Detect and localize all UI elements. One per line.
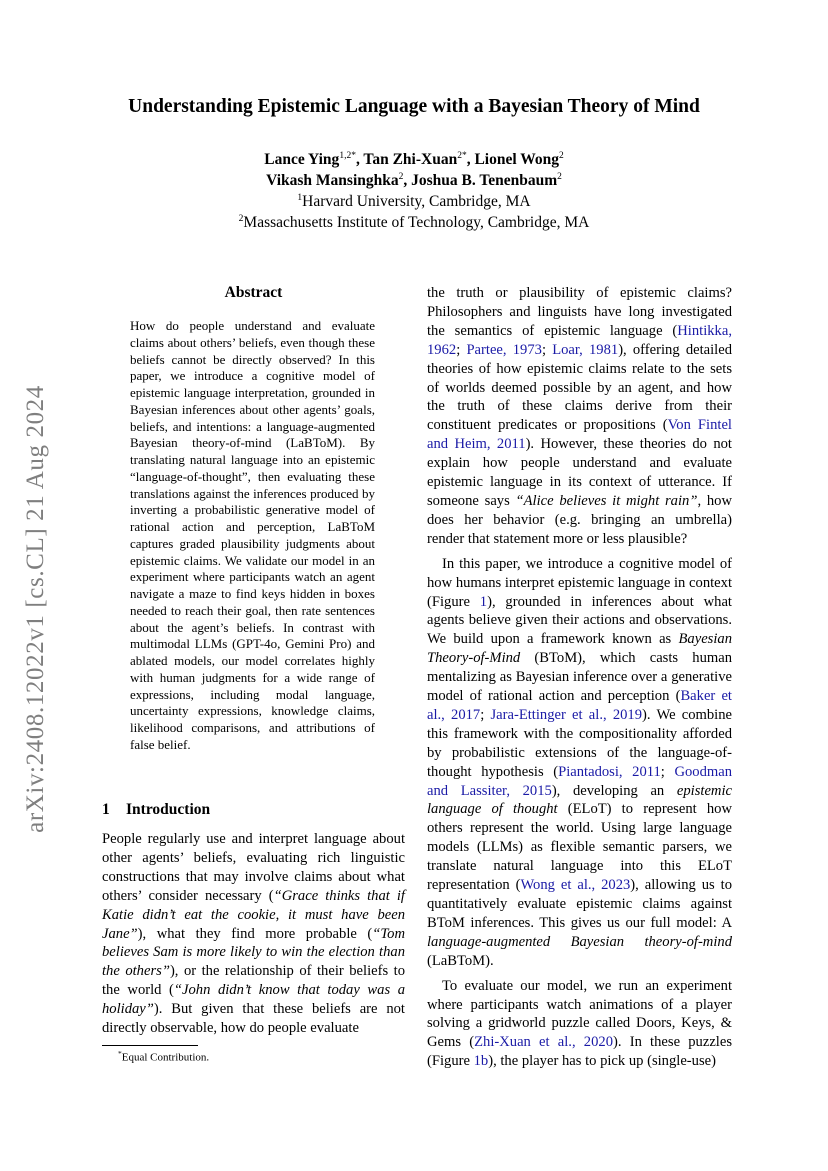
section-title: Introduction: [126, 801, 211, 818]
author-separator: ,: [403, 172, 412, 189]
citation-link[interactable]: Piantadosi, 2011: [558, 763, 661, 780]
body-text: , how does her behavior (e.g. bringing an umbrella) render that statement more or less plausible?: [427, 492, 732, 547]
body-text: ), what they find more probable (: [137, 925, 373, 942]
author-affiliation-mark: 1,2*: [339, 150, 356, 161]
citation-link[interactable]: Baker et al., 2017: [427, 688, 732, 723]
author-name: Lionel Wong: [474, 151, 560, 168]
figure-reference-link[interactable]: 1b: [473, 1053, 489, 1070]
emphasized-term: epistemic language of thought: [427, 782, 732, 818]
citation-link[interactable]: Jara-Ettinger et al., 2019: [490, 706, 643, 723]
citation-separator: ;: [456, 341, 467, 358]
affiliation-mark: 2: [238, 213, 244, 224]
section-heading-introduction: [102, 801, 210, 819]
figure-reference-link[interactable]: 1: [479, 593, 488, 610]
author-line-1: [0, 149, 828, 170]
author-name: Vikash Mansinghka: [266, 172, 399, 189]
right-column: [427, 284, 732, 1071]
body-text: In this paper, we introduce a cognitive model of how humans interpret epistemic language in context (Figure: [427, 555, 732, 610]
citation-link[interactable]: Loar, 1981: [552, 341, 619, 358]
author-affiliation-mark: 2: [557, 171, 562, 182]
body-text: ). We combine this framework with the compositionality afforded by probabilistic extensions of the language-of-thought hypothesis (: [427, 706, 732, 780]
body-text: People regularly use and interpret language about other agents’ beliefs, evaluating rich linguistic constructions that may involve claims about what others’ consider necessary (: [102, 831, 405, 904]
abstract-heading: Abstract: [224, 284, 283, 301]
citation-link[interactable]: Hintikka, 1962: [427, 322, 732, 358]
author-name: Joshua B. Tenenbaum: [411, 172, 558, 189]
author-affiliation-mark: 2*: [457, 150, 467, 161]
author-separator: ,: [466, 151, 475, 168]
example-quote: “John didn’t know that today was a holiday”: [102, 982, 405, 1018]
section-number: 1: [102, 801, 110, 818]
affiliation-mark: 1: [297, 192, 303, 203]
arxiv-identifier: [14, 362, 58, 856]
arxiv-identifier-text: arXiv:2408.12022v1 [cs.CL] 21 Aug 2024: [22, 385, 50, 833]
affiliation-text: Massachusetts Institute of Technology, Cambridge, MA: [243, 214, 590, 231]
emphasized-term: Bayesian Theory-of-Mind: [427, 631, 732, 667]
citation-separator: ;: [480, 706, 491, 723]
author-name: Lance Ying: [264, 151, 340, 168]
emphasized-term: language-augmented Bayesian theory-of-mind: [427, 933, 732, 950]
body-text: ). However, these theories do not explain how people understand and evaluate epistemic language in its context of utterance. If someone says: [427, 436, 732, 509]
footnote: [118, 1049, 209, 1064]
paragraph-model-overview: [427, 555, 732, 971]
abstract-text: How do people understand and evaluate claims about others’ beliefs, even though these beliefs cannot be directly observed? In this paper, we introduce a cognitive model of epistemic language interpretation, grounded in Bayesian inferences about other agents’ goals, beliefs, and intentions: a language-augmented Bayesian theory-of-mind (LaBToM). By translating natural language into an epistemic “language-of-thought”, then evaluating these translations against the inferences produced by inverting a probabilistic generative model of rational action and perception, LaBToM captures graded plausibility judgments about epistemic claims. We validate our model in an experiment where participants watch an agent navigate a maze to find keys hidden in boxes needed to reach their goal, then rate sentences about the agent’s beliefs. In contrast with multimodal LLMs (GPT-4o, Gemini Pro) and ablated models, our model correlates highly with human judgments for a wide range of expressions, including modal language, uncertainty expressions, knowledge claims, likelihood comparisons, and attributions of false belief.: [130, 318, 375, 752]
body-text: ), allowing us to quantitatively evaluate epistemic claims against BToM inferences. This gives us our full model: A: [427, 877, 732, 931]
example-quote: “Grace thinks that if Katie didn’t eat the cookie, it must have been Jane”: [102, 887, 405, 942]
example-quote: “Tom believes Sam is more likely to win the election than the others”: [102, 925, 405, 980]
citation-separator: ;: [660, 763, 675, 780]
body-text: (LaBToM).: [427, 952, 494, 969]
body-text: (BToM), which casts human mentalizing as Bayesian inference over a generative model of rational action and perception (: [427, 650, 732, 705]
citation-link[interactable]: Von Fintel and Heim, 2011: [427, 417, 732, 453]
citation-link[interactable]: Wong et al., 2023: [520, 877, 631, 894]
body-text: (ELoT) to represent how others represent the world. Using large language models (LLMs) as flexible semantic parsers, we translate natural language into this ELoT representation (: [427, 801, 732, 894]
author-line-2: [0, 170, 828, 191]
body-text: ), grounded in inferences about what agents believe given their actions and observations. We build upon a framework known as: [427, 593, 732, 648]
author-block: [0, 149, 828, 233]
affiliation-2: [0, 212, 828, 233]
author-separator: ,: [355, 151, 364, 168]
citation-link[interactable]: Goodman and Lassiter, 2015: [427, 763, 733, 799]
citation-link[interactable]: Zhi-Xuan et al., 2020: [474, 1034, 613, 1051]
body-text: the truth or plausibility of epistemic claims? Philosophers and linguists have long investigated the semantics of epistemic language (: [427, 285, 732, 339]
body-text: ), the player has to pick up (single-use): [488, 1053, 716, 1070]
paper-title: Understanding Epistemic Language with a Bayesian Theory of Mind: [128, 96, 700, 117]
citation-separator: ;: [541, 341, 553, 358]
footnote-mark: *: [118, 1049, 122, 1058]
citation-link[interactable]: Partee, 1973: [466, 341, 542, 358]
author-name: Tan Zhi-Xuan: [363, 151, 458, 168]
introduction-paragraph: [102, 830, 405, 1038]
body-text: ). But given that these beliefs are not directly observable, how do people evaluate: [102, 1001, 405, 1037]
example-quote: “Alice believes it might rain”: [515, 492, 698, 509]
body-text: ), developing an: [551, 782, 677, 799]
footnote-divider: [102, 1045, 198, 1046]
body-text: ), offering detailed theories of how epistemic claims relate to the sets of worlds deemed possible by an agent, and how the truth of these claims derive from their constituent predicates or propositions (: [427, 341, 733, 434]
author-affiliation-mark: 2: [398, 171, 404, 182]
body-text: ), or the relationship of their beliefs to the world (: [102, 963, 405, 999]
body-text: ). In these puzzles (Figure: [427, 1034, 733, 1070]
affiliation-1: [0, 191, 828, 212]
author-affiliation-mark: 2: [559, 150, 564, 161]
footnote-text: Equal Contribution.: [121, 1051, 210, 1064]
body-text: To evaluate our model, we run an experiment where participants watch animations of a player solving a gridworld puzzle called Doors, Keys, & Gems (: [427, 977, 732, 1051]
paragraph-epistemic-semantics: [427, 284, 732, 549]
paragraph-experiment: [427, 977, 732, 1072]
affiliation-text: Harvard University, Cambridge, MA: [302, 193, 531, 210]
